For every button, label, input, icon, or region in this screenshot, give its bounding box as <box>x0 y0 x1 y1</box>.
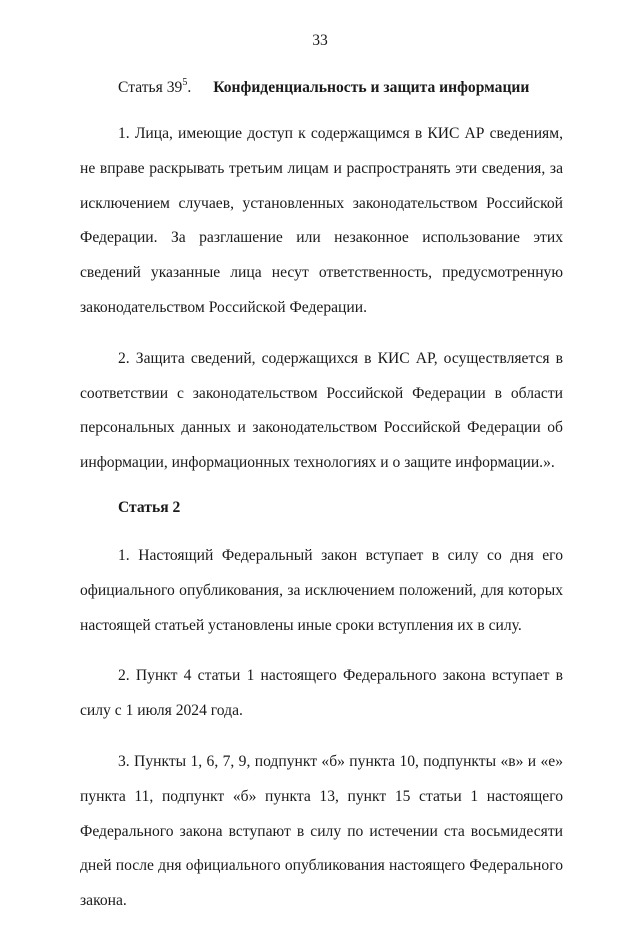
document-body <box>80 77 563 935</box>
article-39-paragraph-1: 1. Лица, имеющие доступ к содержащимся в КИС АР сведениям, не вправе раскрывать третьим лицам и распространять эти сведения, за исключением случаев, установленных законодательством Российской Федерации. За разглашение или незаконное использование этих сведений указанные лица несут ответственность, предусмотренную законодательством Российской Федерации. <box>80 125 563 316</box>
article-39-heading <box>80 77 563 99</box>
page-number: 33 <box>312 32 328 49</box>
article-2-paragraph-2: 2. Пункт 4 статьи 1 настоящего Федерального закона вступает в силу с 1 июля 2024 года. <box>80 667 563 720</box>
article-39-title: Конфиденциальность и защита информации <box>213 79 530 96</box>
article-39-paragraph-2: 2. Защита сведений, содержащихся в КИС АР, осуществляется в соответствии с законодательством Российской Федерации в области персональных данных и законодательством Российской Федерации об информации, информационных технологиях и о защите информации.». <box>80 349 563 472</box>
article-39-label-suffix: . <box>187 79 192 96</box>
article-39-label-text: Статья 39 <box>118 79 183 96</box>
article-2-heading: Статья 2 <box>118 498 181 516</box>
article-39-label <box>118 77 191 99</box>
article-39-superscript: 5 <box>182 77 188 88</box>
article-2-paragraph-1: 1. Настоящий Федеральный закон вступает в силу со дня его официального опубликования, за исключением положений, для которых настоящей статьей установлены иные сроки вступления их в силу. <box>80 546 563 634</box>
article-2-paragraph-3: 3. Пункты 1, 6, 7, 9, подпункт «б» пункта 10, подпункты «в» и «е» пункта 11, подпункт «б» пункта 13, пункт 15 статьи 1 настоящего Федерального закона вступают в силу по истечении ста восьмидесяти дней после дня официального опубликования настоящего Федерального закона. <box>80 752 563 910</box>
